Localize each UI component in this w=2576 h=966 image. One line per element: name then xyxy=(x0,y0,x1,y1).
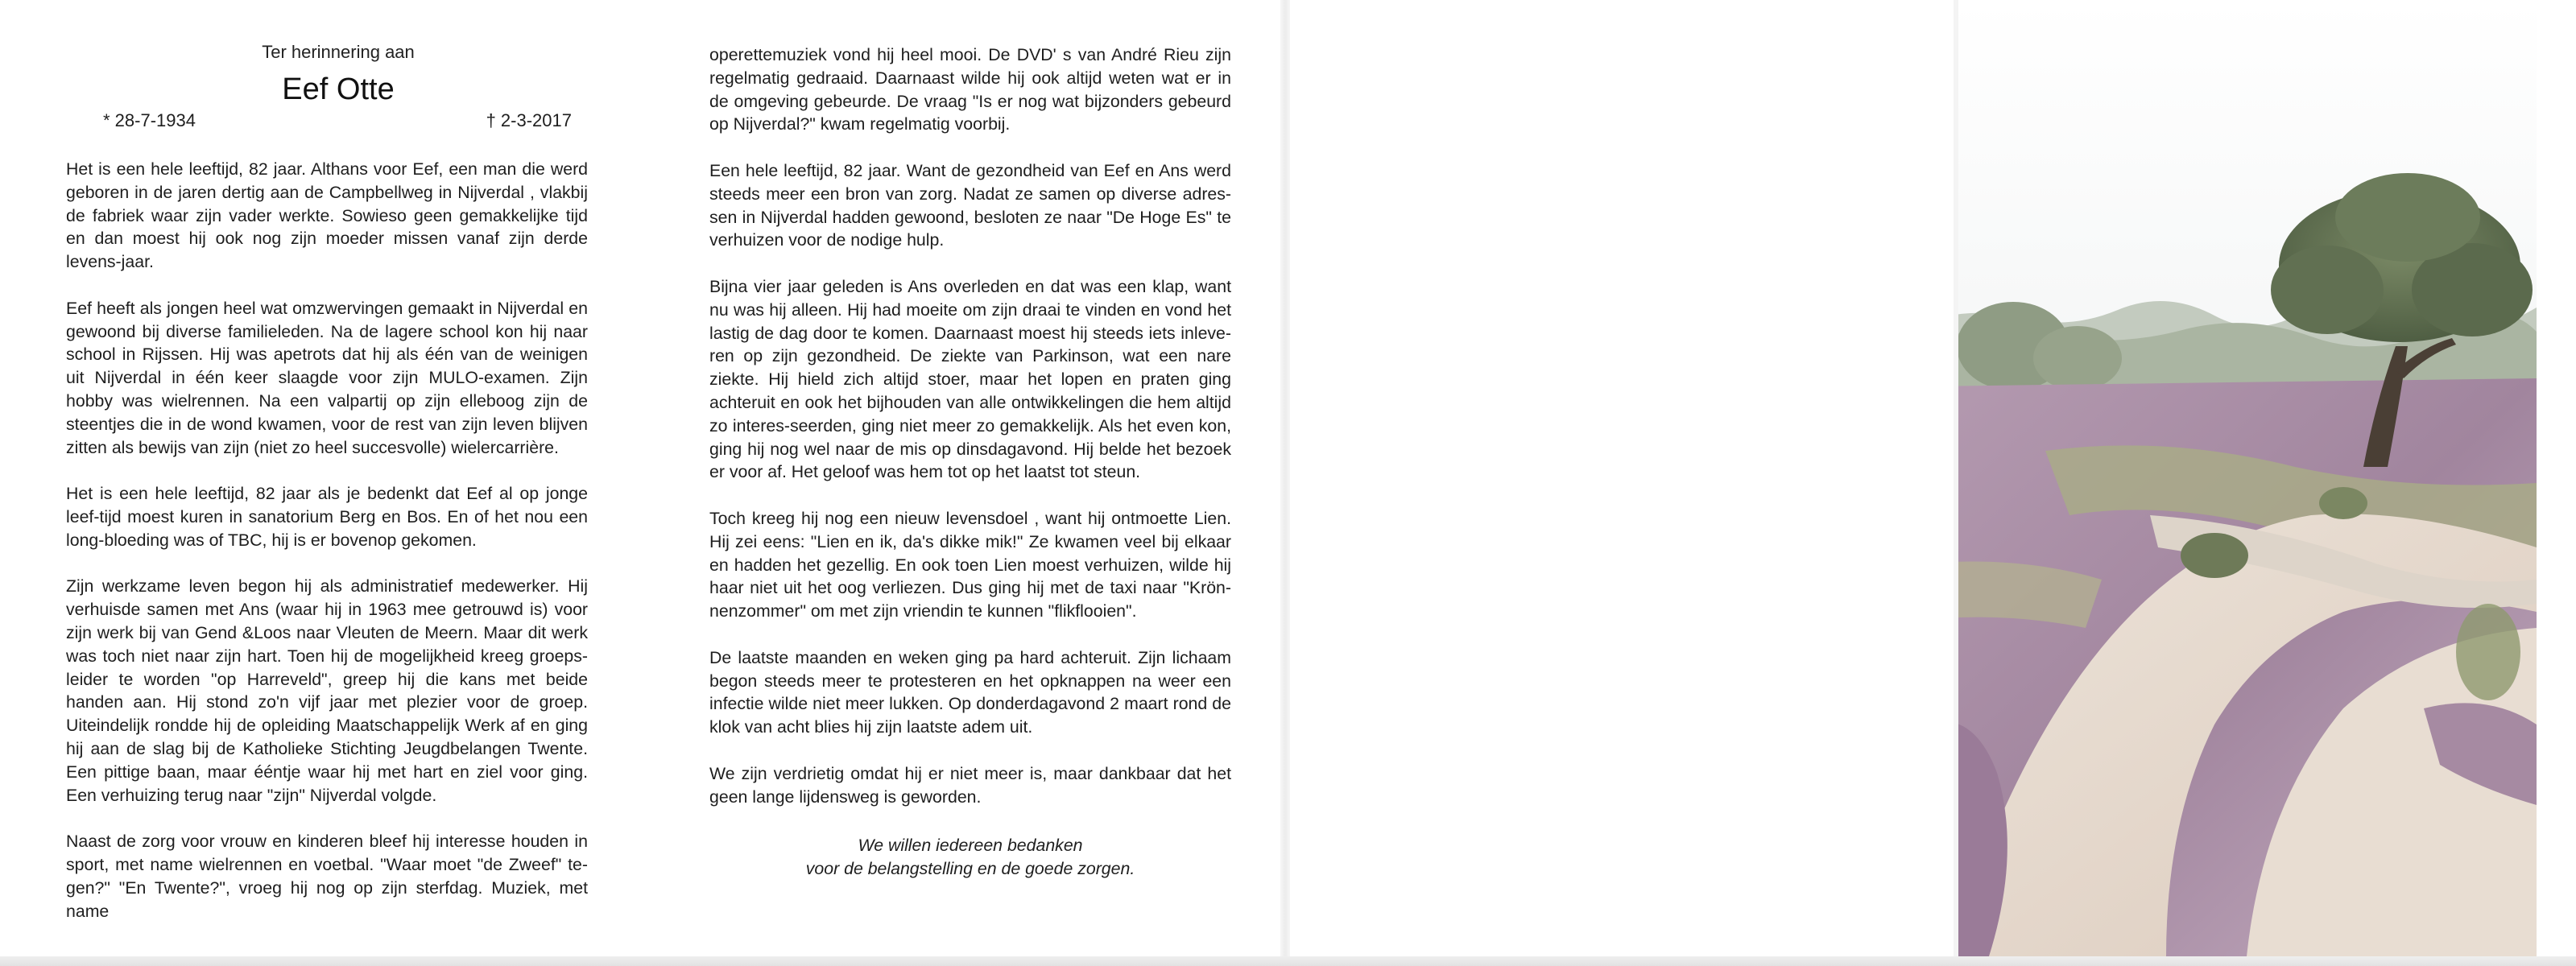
text-column-right xyxy=(709,43,1231,832)
paragraph: We zijn verdrietig omdat hij er niet meer is, maar dankbaar dat het geen lange lijdensweg is geworden. xyxy=(709,763,1231,807)
closing-thanks xyxy=(709,834,1231,881)
death-date: † 2-3-2017 xyxy=(486,110,572,130)
closing-line: voor de belangstelling en de goede zorgen. xyxy=(805,858,1135,878)
paragraph: Bijna vier jaar geleden is Ans overleden en dat was een klap, want nu was hij alleen. Hij had moeite om zijn draai te vinden en vond het lastig de dag door te komen. Daarnaast moest hij steeds iets inleve-ren op zijn gezondheid. De ziekte van Parkinson, wat een nare ziekte. Hij hield zich altijd stoer, maar het lopen en praten ging achteruit en ook het bijhouden van alle ontwikkelingen die hem altijd zo interes-seerden, ging niet meer zo gemakkelijk. Als het even kon, ging hij nog wel naar de mis op dinsdagavond. Hij belde het bezoek er voor af. Het geloof was hem tot op het laatst tot steun. xyxy=(709,276,1231,482)
intro-text: Ter herinnering aan xyxy=(262,42,415,62)
paragraph: Het is een hele leeftijd, 82 jaar als je bedenkt dat Eef al op jonge leef-tijd moest kuren in sanatorium Berg en Bos. En of het nou een long-bloeding was of TBC, hij is er bovenop gekomen. xyxy=(66,484,588,550)
paragraph: De laatste maanden en weken ging pa hard achteruit. Zijn lichaam begon steeds meer te protesteren en het opknappen na weer een infectie wilde niet meer lukken. Op donderdagavond 2 maart rond de klok van acht blies hij zijn laatste adem uit. xyxy=(709,647,1231,737)
bottom-edge xyxy=(0,956,2576,966)
paragraph: Het is een hele leeftijd, 82 jaar. Althans voor Eef, een man die werd geboren in de jaren dertig aan de Campbellweg in Nijverdal , vlakbij de fabriek waar zijn vader werkte. Sowieso geen gemakkelijke tijd en dan moest hij ook nog zijn moeder missen vanaf zijn derde levens-jaar. xyxy=(66,159,588,272)
paragraph: Naast de zorg voor vrouw en kinderen bleef hij interesse houden in sport, met name wielrennen en voetbal. "Waar moet "de Zweef" te-gen?" "En Twente?", vroeg hij nog op zijn sterfdag. Muziek, met name xyxy=(66,832,588,921)
heathland-image xyxy=(1925,0,2537,956)
dates-row xyxy=(89,110,588,134)
closing-line: We willen iedereen bedanken xyxy=(858,836,1083,855)
paragraph: Eef heeft als jongen heel wat omzwervingen gemaakt in Nijverdal en gewoond bij diverse familieleden. Na de lagere school kon hij naar school in Rijssen. Hij was apetrots dat hij als één van de weinigen uit Nijverdal in één keer slaagde voor zijn MULO-examen. Zijn hobby was wielrennen. Na een valpartij op zijn elleboog zijn de steentjes die in de wond kwamen, voor de rest van zijn leven blijven zitten als bewijs van zijn (niet zo heel succesvolle) wielercarrière. xyxy=(66,298,588,457)
text-column-left xyxy=(66,158,588,946)
left-page xyxy=(0,0,1280,956)
deceased-name: Eef Otte xyxy=(282,72,395,106)
paragraph: Zijn werkzame leven begon hij als administratief medewerker. Hij verhuisde samen met Ans (waar hij in 1963 mee getrouwd is) voor zijn werk bij van Gend &Loos naar Vleuten de Meern. Maar dit werk was toch niet naar zijn hart. Toen hij de mogelijkheid kreeg groeps-leider te worden "op Harreveld", greep hij die kans met beide handen aan. Hij stond zo'n vijf jaar met plezier voor de groep. Uiteindelijk rondde hij de opleiding Maatschappelijk Werk af en ging hij aan de slag bij de Katholieke Stichting Jeugdbelangen Twente. Een pittige baan, maar ééntje waar hij met hart en ziel voor ging. Een verhuizing terug naar "zijn" Nijverdal volgde. xyxy=(66,576,588,805)
paragraph: operettemuziek vond hij heel mooi. De DVD' s van André Rieu zijn regelmatig gedraaid. Daarnaast wilde hij ook altijd weten wat er in de omgeving gebeurde. De vraag "Is er nog wat bijzonders gebeurd op Nijverdal?" kwam regelmatig voorbij. xyxy=(709,45,1231,134)
paragraph: Een hele leeftijd, 82 jaar. Want de gezondheid van Eef en Ans werd steeds meer een bron van zorg. Nadat ze samen op diverse adres-sen in Nijverdal hadden gewoond, besloten ze naar "De Hoge Es" te verhuizen voor de nodige hulp. xyxy=(709,160,1231,250)
birth-date: * 28-7-1934 xyxy=(103,110,196,130)
paragraph: Toch kreeg hij nog een nieuw levensdoel , want hij ontmoette Lien. Hij zei eens: "Lien en ik, da's dikke mik!" Ze kwamen veel bij elkaar en hadden het gezellig. En ook toen Lien moest verhuizen, wilde hij haar niet uit het oog verliezen. Dus ging hij met de taxi naar "Krön-nenzommer" om met zijn vriendin te kunnen "flikflooien". xyxy=(709,508,1231,621)
page-fold xyxy=(1280,0,1290,966)
header xyxy=(89,42,588,134)
landscape-photo xyxy=(1925,0,2537,956)
